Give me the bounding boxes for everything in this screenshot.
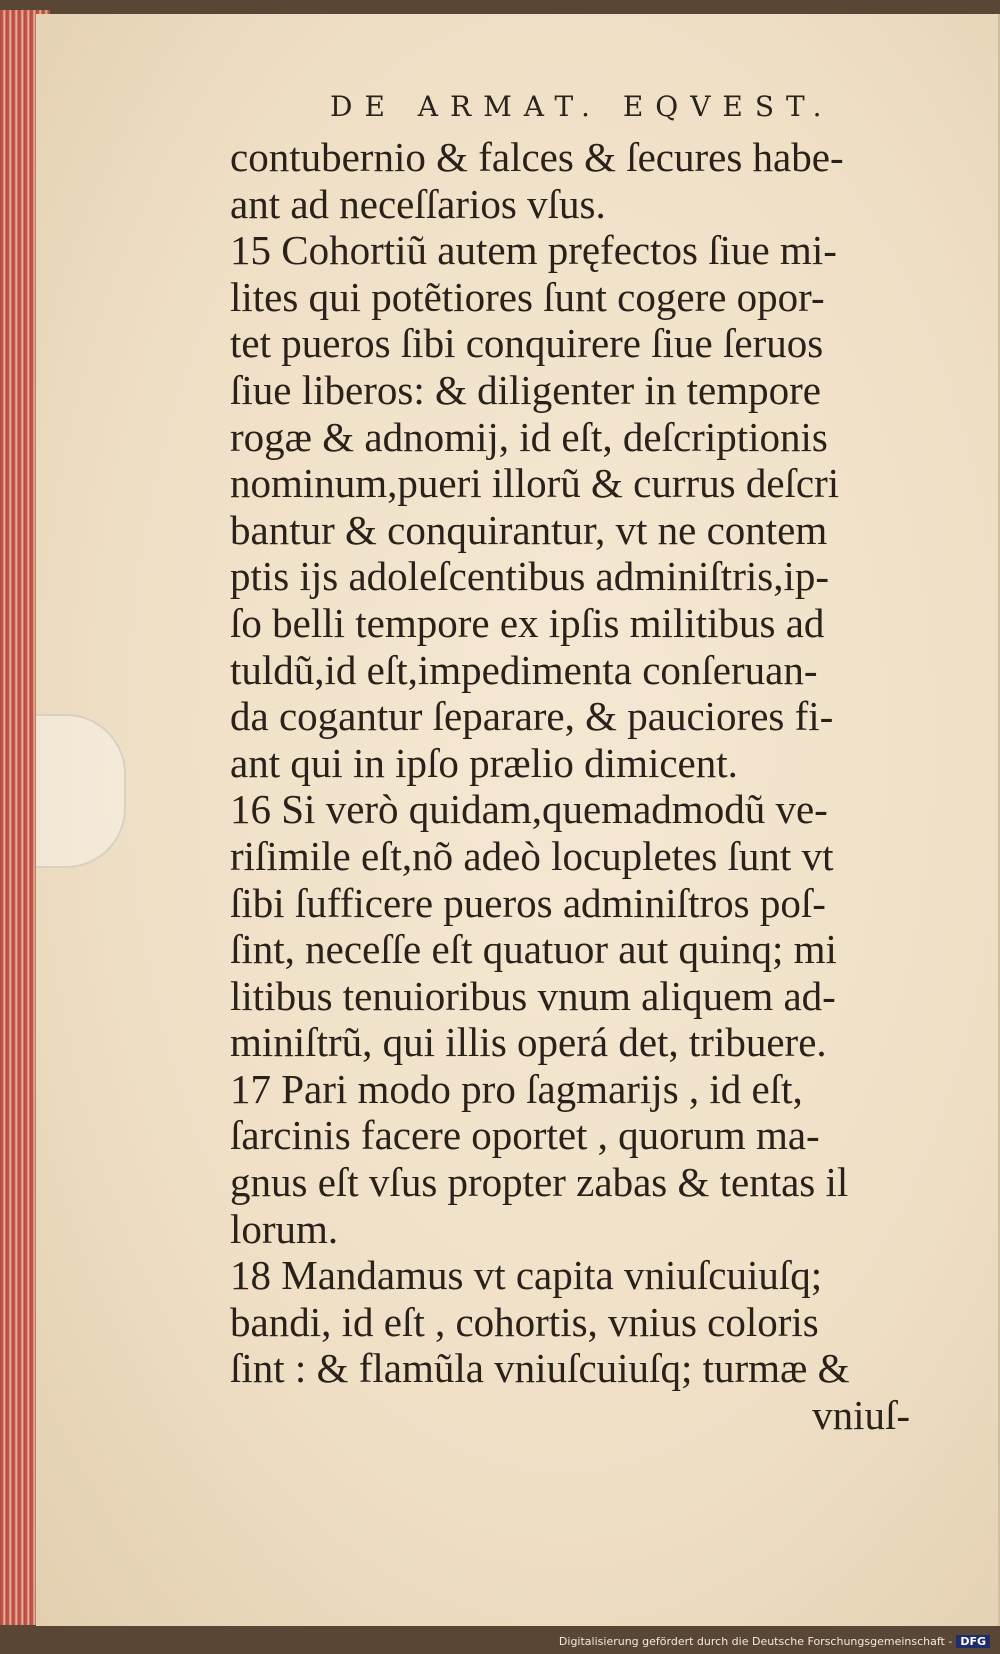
text-line: bantur & conquirantur, vt ne contem <box>230 506 828 553</box>
digitization-footer <box>559 1635 990 1648</box>
text-line: da cogantur ſeparare, & pauciores fi- <box>230 693 834 740</box>
dfg-badge: DFG <box>956 1635 990 1648</box>
text-line: lites qui potẽtiores ſunt cogere opor- <box>230 273 825 320</box>
footer-text: Digitalisierung gefördert durch die Deutsche Forschungsgemeinschaft - <box>558 1635 953 1648</box>
text-line: ant ad neceſſarios vſus. <box>230 180 606 227</box>
text-line: tet pueros ſibi conquirere ſiue ſeruos <box>230 320 824 367</box>
body-text <box>230 134 950 1439</box>
text-line: riſimile eſt,nõ adeò locupletes ſunt vt <box>230 832 834 879</box>
text-line: 15 Cohortiũ autem pręfectos ſiue mi- <box>230 227 837 274</box>
text-line: ſo belli tempore ex ipſis militibus ad <box>230 599 825 646</box>
text-line: bandi, id eſt , cohortis, vnius coloris <box>230 1298 819 1345</box>
text-line: ſint, neceſſe eſt quatuor aut quinq; mi <box>230 926 837 973</box>
text-line: ptis ijs adoleſcentibus adminiſtris,ip- <box>230 553 829 600</box>
text-line: ſarcinis facere oportet , quorum ma- <box>230 1112 820 1159</box>
text-line: rogæ & adnomij, id eſt, deſcriptionis <box>230 413 828 460</box>
text-line: 16 Si verò quidam,quemadmodũ ve- <box>230 786 828 833</box>
text-line: ſiue liberos: & diligenter in tempore <box>230 366 821 413</box>
text-line: 18 Mandamus vt capita vniuſcuiuſq; <box>230 1252 823 1299</box>
text-line: ant qui in ipſo prælio dimicent. <box>230 739 738 786</box>
text-line: litibus tenuioribus vnum aliquem ad- <box>230 972 836 1019</box>
text-line: nominum,pueri illorũ & currus deſcri <box>230 460 840 507</box>
text-line: gnus eſt vſus propter zabas & tentas il <box>230 1159 849 1206</box>
text-line: contubernio & falces & ſecures habe- <box>230 134 844 180</box>
text-line: ſint : & flamũla vniuſcuiuſq; turmæ & <box>230 1345 850 1392</box>
text-line: ſibi ſufficere pueros adminiſtros poſ- <box>230 879 826 926</box>
text-line: miniſtrũ, qui illis operá det, tribuere. <box>230 1019 827 1066</box>
page-tab-marker <box>36 714 126 868</box>
text-line: lorum. <box>230 1205 339 1252</box>
catchword: vniuſ- <box>812 1392 910 1439</box>
running-header: DE ARMAT. EQVEST. <box>330 90 834 123</box>
text-line: 17 Pari modo pro ſagmarijs , id eſt, <box>230 1065 803 1112</box>
text-line: tuldũ,id eſt,impedimenta conſeruan- <box>230 646 818 693</box>
